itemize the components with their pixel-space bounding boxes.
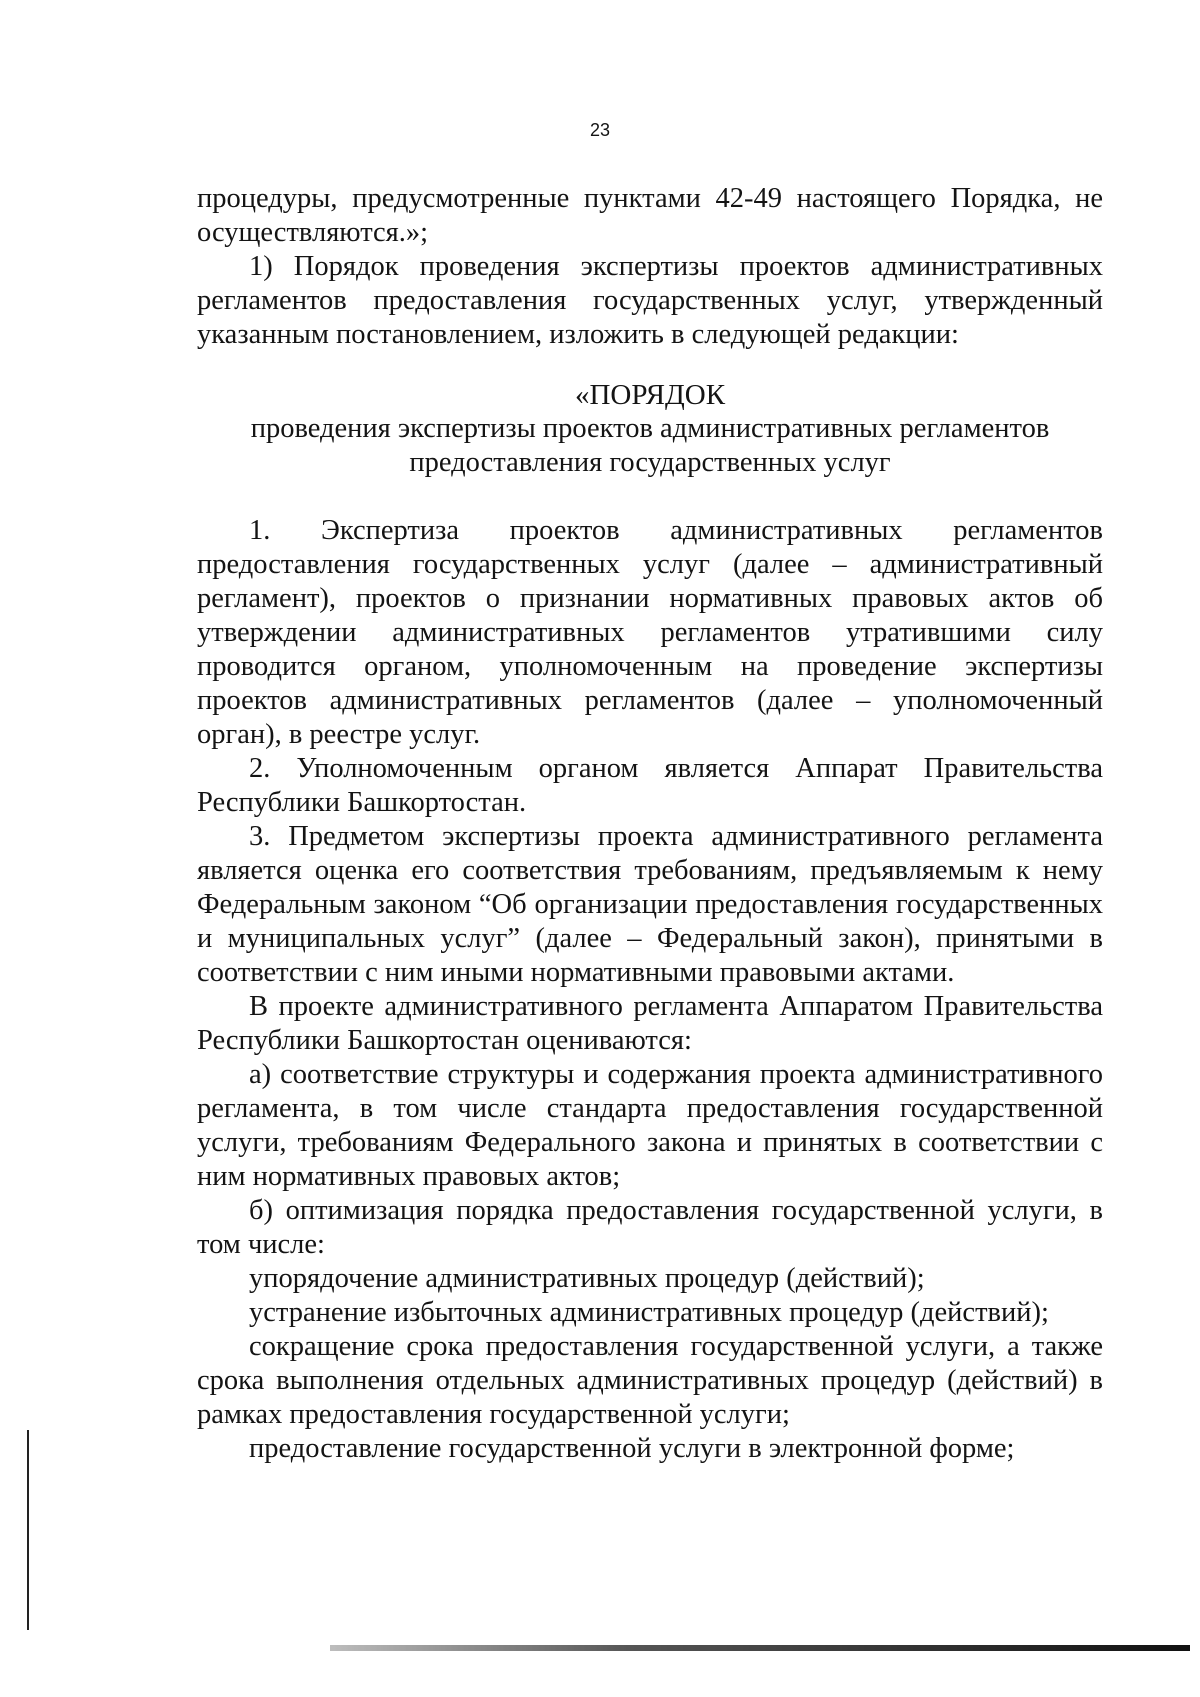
subclause-a: а) соответствие структуры и содержания проекта административного регламента, в том числе стандарта предоставления государственной услуги, требованиям Федерального закона и принятых в соответствии с ним нормативных правовых актов; [197, 1059, 1103, 1192]
list-item-reduction: сокращение срока предоставления государственной услуги, а также срока выполнения отдельных административных процедур (действий) в рамках предоставления государственной услуги; [197, 1331, 1103, 1430]
paragraph-continuation: процедуры, предусмотренные пунктами 42-49 настоящего Порядка, не осуществляются.»; [197, 183, 1103, 248]
subclause-b: б) оптимизация порядка предоставления государственной услуги, в том числе: [197, 1195, 1103, 1260]
clause-1: 1. Экспертиза проектов административных регламентов предоставления государственных услуг (далее – административный регламент), проектов о признании нормативных правовых актов об утверждении административных регламентов утратившими силу проводится органом, уполномоченным на проведение экспертизы проектов административных регламентов (далее – уполномоченный орган), в реестре услуг. [197, 515, 1103, 750]
paragraph-amendment-item-1: 1) Порядок проведения экспертизы проектов административных регламентов предоставления государственных услуг, утвержденный указанным постановлением, изложить в следующей редакции: [197, 251, 1103, 350]
scan-edge-mark-left [27, 1430, 29, 1630]
list-item-ordering: упорядочение административных процедур (действий); [249, 1263, 925, 1294]
document-subtitle-line-2: предоставления государственных услуг [409, 447, 891, 478]
document-title-block [197, 378, 1103, 480]
document-title: «ПОРЯДОК [574, 379, 726, 411]
paragraph-assessment-intro: В проекте административного регламента Аппаратом Правительства Республики Башкортостан оцениваются: [197, 991, 1103, 1056]
document-subtitle-line-1: проведения экспертизы проектов административных регламентов [250, 413, 1050, 444]
list-item-electronic-form: предоставление государственной услуги в электронной форме; [249, 1433, 1015, 1464]
page-number: 23 [589, 120, 611, 140]
document-body [197, 182, 1103, 1466]
list-item-elimination: устранение избыточных административных процедур (действий); [249, 1297, 1049, 1328]
clause-2: 2. Уполномоченным органом является Аппарат Правительства Республики Башкортостан. [197, 753, 1103, 818]
clause-3: 3. Предметом экспертизы проекта административного регламента является оценка его соответствия требованиям, предъявляемым к нему Федеральным законом “Об организации предоставления государственных и муниципальных услуг” (далее – Федеральный закон), принятыми в соответствии с ним иными нормативными правовыми актами. [197, 821, 1103, 988]
scan-edge-mark-bottom [330, 1645, 1190, 1651]
